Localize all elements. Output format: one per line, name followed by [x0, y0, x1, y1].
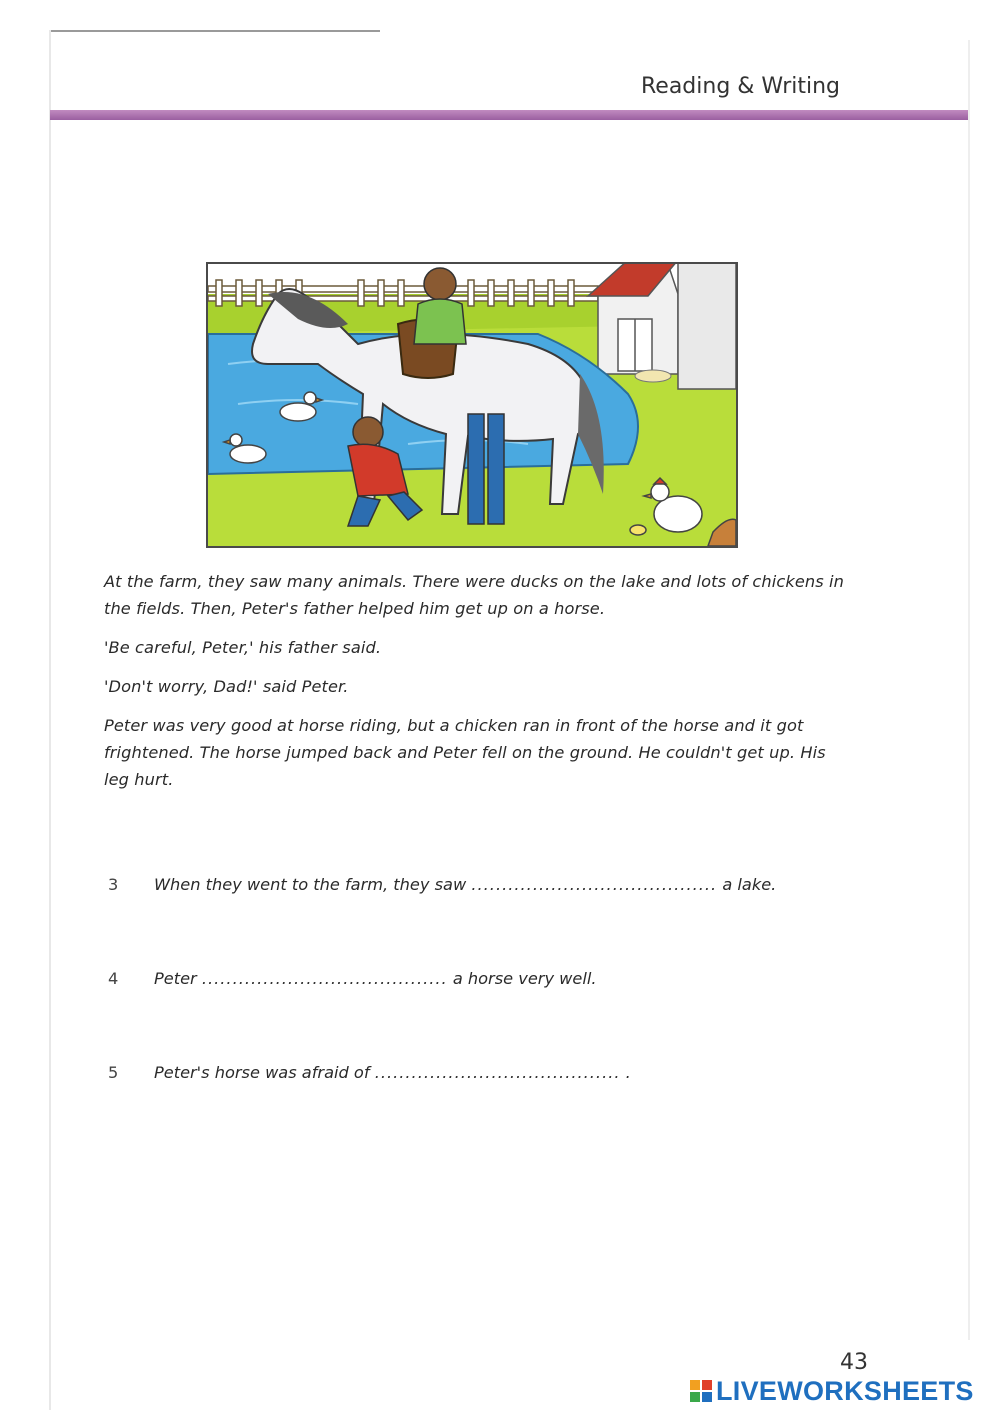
section-title: Reading & Writing: [640, 74, 840, 99]
question-number: 4: [108, 969, 119, 988]
page-right-edge: [968, 40, 970, 1340]
answer-blank-4[interactable]: ........................................: [201, 969, 448, 988]
farm-horse-illustration: [206, 262, 738, 548]
story-paragraph-1: At the farm, they saw many animals. There were ducks on the lake and lots of chickens in the fields. Then, Peter's father helped him get up on a horse.: [104, 572, 844, 618]
page-top-edge: [50, 30, 380, 32]
page-number: 43: [840, 1350, 868, 1375]
page-left-edge: [49, 30, 51, 1410]
story-text: [104, 568, 844, 805]
liveworksheets-logo[interactable]: [690, 1376, 974, 1406]
answer-blank-5[interactable]: ........................................: [374, 1063, 621, 1082]
question-4: [108, 969, 868, 988]
liveworksheets-icon: [690, 1379, 712, 1403]
answer-blank-3[interactable]: ........................................: [471, 875, 718, 894]
brand-name: LIVEWORKSHEETS: [716, 1375, 974, 1406]
story-paragraph-3: 'Don't worry, Dad!' said Peter.: [104, 677, 349, 696]
question-text-before: Peter: [154, 969, 197, 988]
question-text-before: Peter's horse was afraid of: [154, 1063, 370, 1082]
question-number: 5: [108, 1063, 119, 1082]
header-bar: [50, 110, 968, 120]
question-text-after: .: [625, 1063, 631, 1082]
story-paragraph-2: 'Be careful, Peter,' his father said.: [104, 638, 382, 657]
question-5: [108, 1063, 868, 1082]
question-3: [108, 875, 868, 894]
question-number: 3: [108, 875, 119, 894]
story-paragraph-4: Peter was very good at horse riding, but a chicken ran in front of the horse and it got frightened. The horse jumped back and Peter fell on the ground. He couldn't get up. His leg hurt.: [104, 716, 826, 789]
question-text-after: a horse very well.: [452, 969, 597, 988]
question-text-before: When they went to the farm, they saw: [154, 875, 467, 894]
question-text-after: a lake.: [722, 875, 777, 894]
